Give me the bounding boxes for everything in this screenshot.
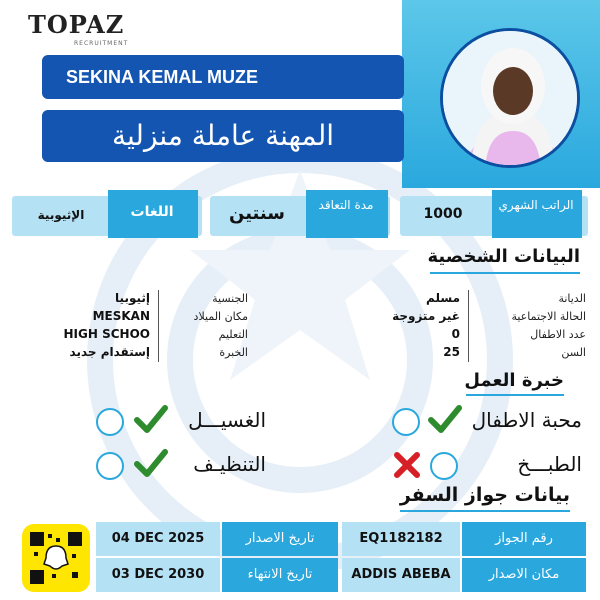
passport-heading: بيانات جواز السفر: [399, 484, 570, 506]
check-icon: [428, 404, 462, 434]
issue-date-label: تاريخ الاصدار: [222, 522, 338, 556]
skill-cooking-checkbox: [430, 452, 458, 480]
snapchat-qr-icon: [22, 524, 90, 592]
religion-label: الديانة: [558, 292, 586, 305]
expiry-date-label: تاريخ الانتهاء: [222, 558, 338, 592]
experience-value: إستقدام جديد: [69, 345, 150, 359]
passport-number-value: EQ1182182: [342, 522, 460, 556]
brand-name: TOPAZ: [28, 10, 125, 39]
issue-place-value: ADDIS ABEBA: [342, 558, 460, 592]
check-icon: [134, 448, 168, 478]
children-value: 0: [451, 327, 460, 341]
salary-label: الراتب الشهري: [498, 198, 574, 212]
experience-label: الخبرة: [219, 346, 248, 359]
marital-value: غير متزوجة: [392, 309, 460, 323]
issue-place-label: مكان الاصدار: [462, 558, 586, 592]
personal-divider-right: [468, 290, 469, 362]
check-icon: [134, 404, 168, 434]
nationality-value: إثيوبيا: [115, 291, 150, 305]
age-label: السن: [561, 346, 586, 359]
passport-heading-underline: [400, 510, 570, 512]
marital-label: الحالة الاجتماعية: [511, 310, 586, 323]
personal-heading: البيانات الشخصية: [427, 246, 580, 267]
passport-number-label: رقم الجواز: [462, 522, 586, 556]
personal-heading-underline: [430, 272, 580, 274]
skill-childcare-label: محبة الاطفال: [471, 408, 582, 432]
skill-cleaning-checkbox: [96, 452, 124, 480]
contract-value: سنتين: [229, 203, 285, 224]
skill-childcare-checkbox: [392, 408, 420, 436]
age-value: 25: [443, 345, 460, 359]
education-label: التعليم: [218, 328, 248, 341]
candidate-photo: [440, 28, 580, 168]
languages-label: اللغات: [130, 204, 174, 220]
birthplace-label: مكان الميلاد: [193, 310, 248, 323]
personal-divider-left: [158, 290, 159, 362]
children-label: عدد الاطفال: [530, 328, 586, 341]
work-heading-underline: [466, 394, 564, 396]
work-heading: خبرة العمل: [464, 370, 564, 391]
expiry-date-value: 03 DEC 2030: [96, 558, 220, 592]
religion-value: مسلم: [426, 291, 460, 305]
languages-value: الإثيوبية: [37, 208, 85, 222]
contract-label: مدة التعاقد: [318, 198, 374, 212]
birthplace-value: MESKAN: [92, 309, 150, 323]
candidate-profession: المهنة عاملة منزلية: [42, 110, 404, 162]
cross-icon: [390, 450, 424, 480]
skill-laundry-checkbox: [96, 408, 124, 436]
brand-logo: [22, 10, 132, 50]
candidate-name: SEKINA KEMAL MUZE: [42, 55, 404, 99]
skill-laundry-label: الغسيـــل: [188, 408, 266, 432]
education-value: HIGH SCHOO: [63, 327, 150, 341]
skill-cooking-label: الطبـــخ: [517, 452, 582, 476]
issue-date-value: 04 DEC 2025: [96, 522, 220, 556]
salary-value: 1000: [423, 206, 463, 222]
nationality-label: الجنسية: [212, 292, 248, 305]
skill-cleaning-label: التنظيـف: [193, 452, 266, 476]
brand-subtitle: RECRUITMENT: [74, 40, 129, 47]
